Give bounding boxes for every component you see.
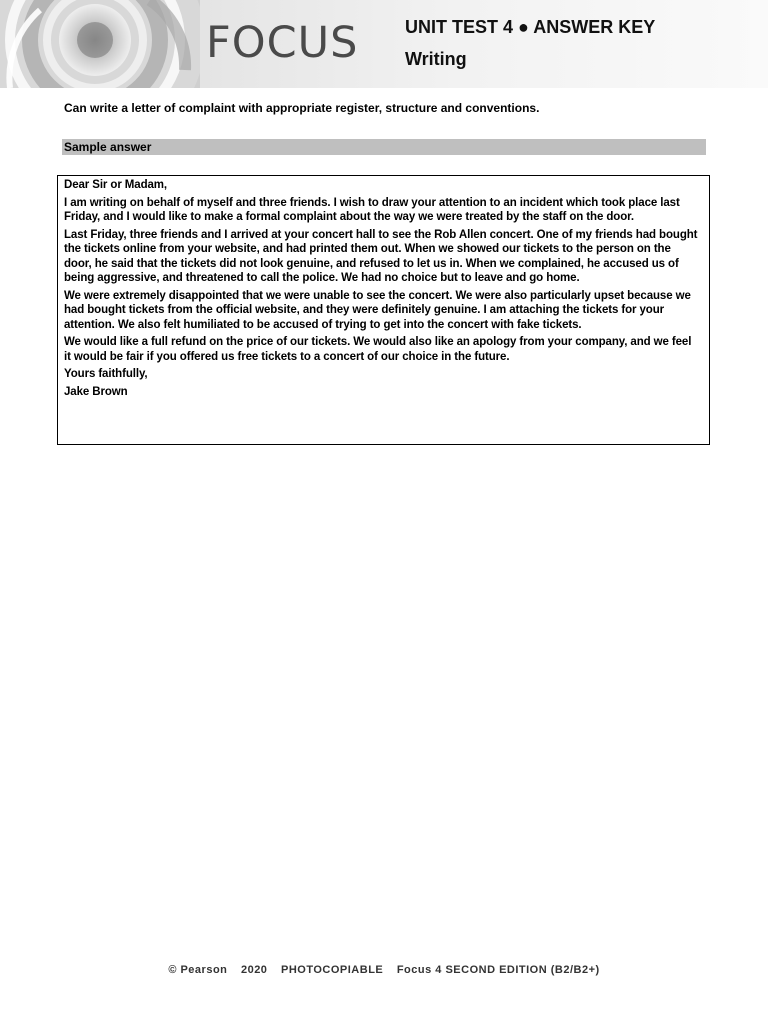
section-label: Sample answer	[64, 140, 152, 154]
footer-edition: Focus 4 SECOND EDITION (B2/B2+)	[396, 964, 600, 976]
letter-salutation: Dear Sir or Madam,	[64, 179, 168, 191]
decorative-circles-graphic	[0, 0, 200, 88]
letter-signature: Jake Brown	[64, 385, 128, 398]
footer-photocopiable: PHOTOCOPIABLE	[281, 964, 384, 976]
letter-paragraph: We were extremely disappointed that we were unable to see the concert. We were also particularly upset because we had bought tickets from the official website, and they were definitely genuine. I am attaching the tickets for your attention. We also felt humiliated to be accused of trying to get into the concert with fake tickets.	[64, 289, 691, 331]
letter-paragraph: Last Friday, three friends and I arrived at your concert hall to see the Rob Allen concert. One of my friends had bought the tickets online from your website, and had printed them out. When we showed our tickets to the person on the door, he said that the tickets did not look genuine, and refused to let us in. When we complained, he accused us of being aggressive, and threatened to call the police. We had no choice but to leave and go home.	[64, 228, 698, 284]
page-header	[0, 0, 768, 88]
footer-copyright: © Pearson	[168, 964, 228, 976]
letter-paragraph: We would like a full refund on the price of our tickets. We would also like an apology from your company, and we feel it would be fair if you offered us free tickets to a concert of our choice in the future.	[64, 336, 692, 363]
letter-paragraph: I am writing on behalf of myself and three friends. I wish to draw your attention to an incident which took place last Friday, and I would like to make a formal complaint about the way we were treated by the staff on the door.	[64, 196, 680, 223]
footer-year: 2020	[240, 964, 268, 976]
page-subtitle: Writing	[405, 49, 467, 69]
learning-objective: Can write a letter of complaint with appropriate register, structure and conventions.	[64, 101, 540, 115]
letter-closing: Yours faithfully,	[64, 368, 148, 380]
sample-letter-box	[57, 175, 710, 445]
page-title: UNIT TEST 4 ● ANSWER KEY	[405, 17, 656, 37]
focus-logo: FOCUS	[206, 18, 359, 68]
section-header	[62, 139, 706, 155]
page-footer	[0, 964, 768, 976]
